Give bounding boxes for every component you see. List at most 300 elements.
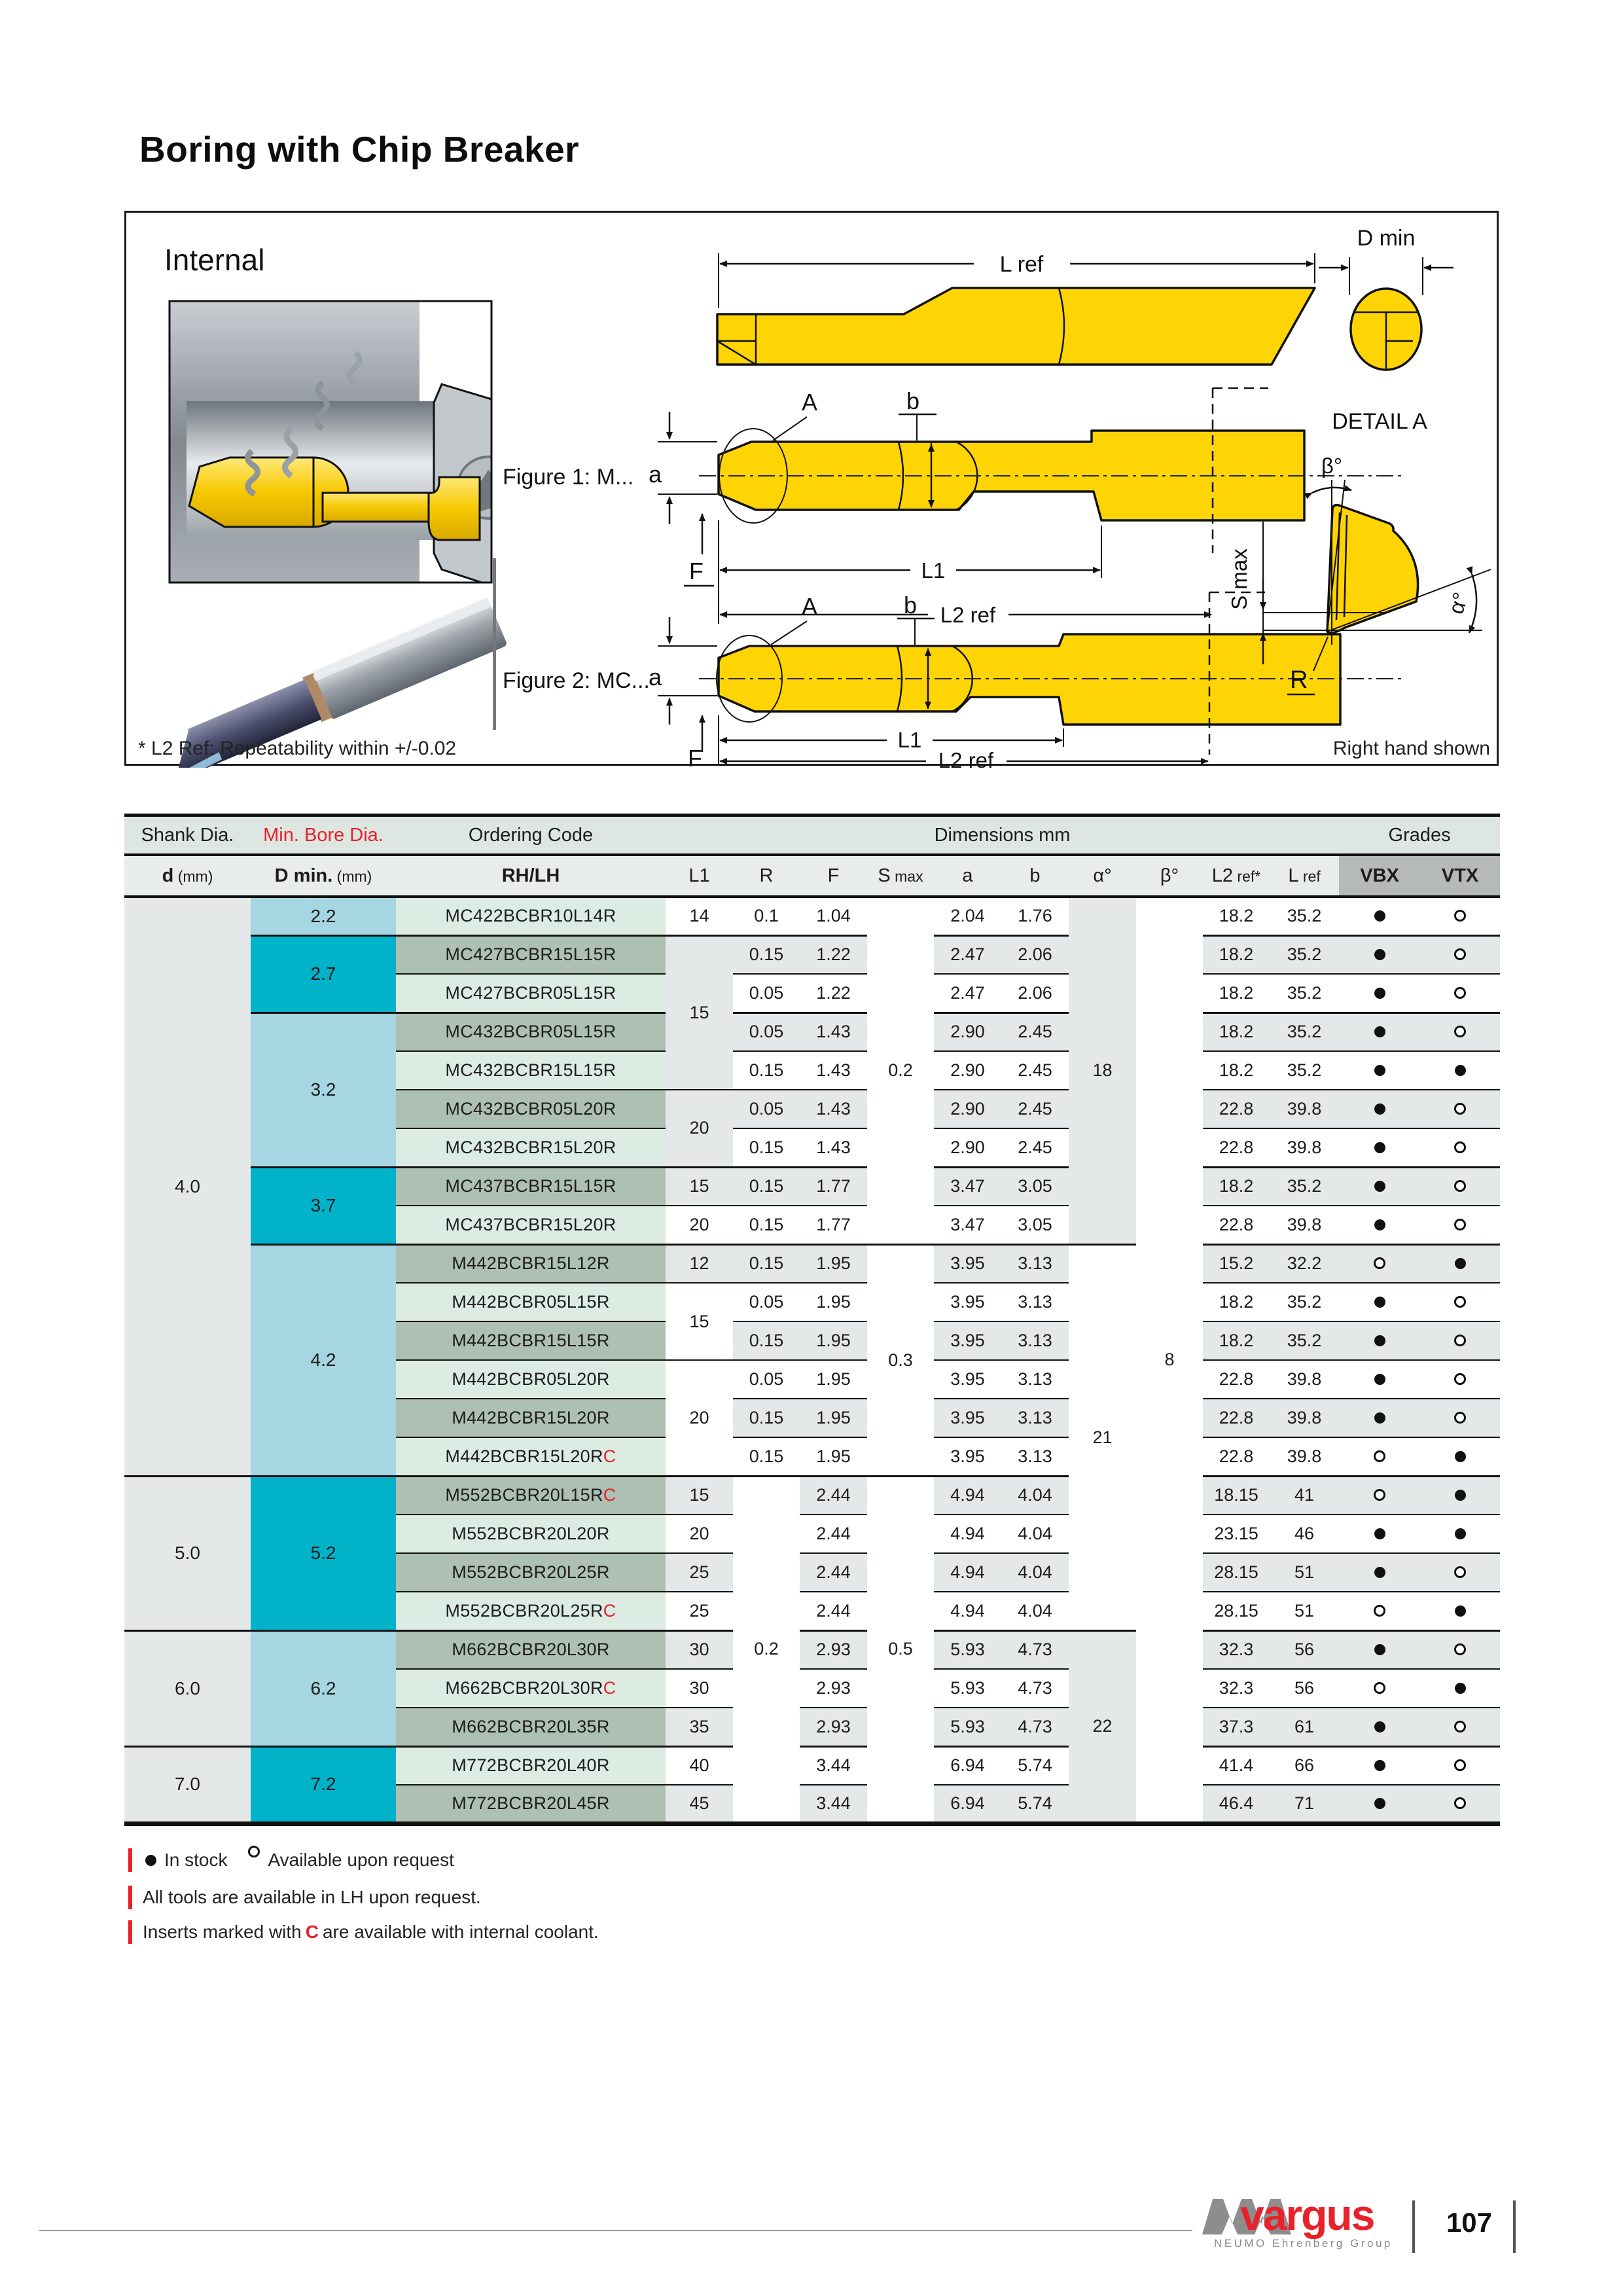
cell-b: 1.76	[1001, 897, 1069, 935]
col-header-3: L1	[666, 855, 733, 897]
cell-alpha: 22	[1069, 1630, 1136, 1823]
dim-l2ref-2: L2 ref	[938, 748, 994, 768]
dim-smax: S max	[1227, 548, 1251, 610]
on-request-dot-icon	[1454, 1180, 1466, 1192]
cell-f: 2.44	[800, 1515, 867, 1553]
cell-a: 4.94	[934, 1553, 1001, 1592]
cell-a: 2.47	[934, 935, 1001, 974]
cell-vbx	[1339, 1746, 1420, 1785]
cell-b: 3.13	[1001, 1283, 1069, 1321]
cell-l1: 14	[666, 897, 733, 935]
col-header-8: b	[1001, 855, 1069, 897]
in-stock-dot-icon	[1374, 1798, 1385, 1809]
cell-a: 4.94	[934, 1515, 1001, 1553]
cell-lref: 35.2	[1270, 1283, 1339, 1321]
col-header-0: d (mm)	[124, 855, 251, 897]
cell-f: 2.44	[800, 1476, 867, 1515]
col-header-4: R	[733, 855, 800, 897]
cell-shank: 7.0	[124, 1746, 251, 1823]
cell-vbx	[1339, 1785, 1420, 1823]
on-request-dot-icon	[248, 1846, 260, 1857]
on-request-dot-icon	[1454, 910, 1466, 922]
cell-lref: 56	[1270, 1630, 1339, 1669]
cell-vbx	[1339, 1553, 1420, 1592]
cell-lref: 39.8	[1270, 1360, 1339, 1399]
footer-rule	[39, 2230, 1192, 2231]
cell-lref: 46	[1270, 1515, 1339, 1553]
page-number: 107	[1446, 2207, 1493, 2238]
table-row	[124, 1630, 1500, 1669]
col-header-11: L2 ref*	[1203, 855, 1270, 897]
cell-b: 4.73	[1001, 1708, 1069, 1746]
cell-a: 3.47	[934, 1206, 1001, 1244]
dim-r: R	[1290, 666, 1308, 694]
cell-code: M662BCBR20L35R	[396, 1708, 666, 1746]
in-stock-dot-icon	[1374, 988, 1385, 999]
cell-code: MC432BCBR15L20R	[396, 1128, 666, 1167]
cell-f: 1.95	[800, 1437, 867, 1476]
cell-vtx	[1420, 1321, 1500, 1360]
cell-code: MC427BCBR05L15R	[396, 974, 666, 1013]
cell-smax: 0.3	[867, 1244, 934, 1476]
cell-vbx	[1339, 1592, 1420, 1630]
dim-f2: F	[688, 745, 702, 768]
cell-vbx	[1339, 1206, 1420, 1244]
dim-lref: L ref	[999, 252, 1044, 277]
cell-code: M442BCBR05L20R	[396, 1360, 666, 1399]
cell-vbx	[1339, 1090, 1420, 1128]
cell-b: 5.74	[1001, 1746, 1069, 1785]
dim-l1-2: L1	[897, 728, 922, 752]
cell-vbx	[1339, 1630, 1420, 1669]
figure-note-right: Right hand shown	[1332, 738, 1490, 759]
in-stock-dot-icon	[1374, 949, 1385, 960]
in-stock-dot-icon	[1374, 1065, 1385, 1076]
cell-vtx	[1420, 974, 1500, 1013]
cell-f: 2.44	[800, 1592, 867, 1630]
in-stock-dot-icon	[1374, 1142, 1385, 1153]
cell-f: 1.43	[800, 1051, 867, 1090]
cell-l2ref: 32.3	[1203, 1669, 1270, 1708]
cell-vbx	[1339, 1051, 1420, 1090]
cell-l2ref: 22.8	[1203, 1206, 1270, 1244]
cell-a: 2.90	[934, 1051, 1001, 1090]
cell-b: 2.06	[1001, 935, 1069, 974]
cell-l1: 12	[666, 1244, 733, 1283]
cell-alpha: 18	[1069, 897, 1136, 1244]
cell-bore: 6.2	[251, 1630, 396, 1746]
cell-r: 0.05	[733, 1283, 800, 1321]
cell-a: 6.94	[934, 1785, 1001, 1823]
cell-vbx	[1339, 1515, 1420, 1553]
dim-alpha: α°	[1443, 589, 1473, 617]
on-request-dot-icon	[1374, 1605, 1385, 1617]
cell-lref: 35.2	[1270, 1321, 1339, 1360]
cell-vtx	[1420, 1244, 1500, 1283]
cell-vbx	[1339, 1244, 1420, 1283]
cell-l2ref: 32.3	[1203, 1630, 1270, 1669]
cell-a: 3.47	[934, 1167, 1001, 1206]
cell-code: M442BCBR05L15R	[396, 1283, 666, 1321]
on-request-dot-icon	[1454, 987, 1466, 999]
figure1-label: Figure 1: M...	[503, 465, 634, 490]
on-request-dot-icon	[1374, 1450, 1385, 1462]
col-header-2: RH/LH	[396, 855, 666, 897]
cell-f: 1.77	[800, 1206, 867, 1244]
cell-vbx	[1339, 974, 1420, 1013]
cell-code: M662BCBR20L30RC	[396, 1669, 666, 1708]
cell-f: 3.44	[800, 1785, 867, 1823]
cell-r: 0.05	[733, 1090, 800, 1128]
cell-f: 1.95	[800, 1321, 867, 1360]
cell-l1: 25	[666, 1553, 733, 1592]
table-row	[124, 1746, 1500, 1785]
table-row	[124, 1476, 1500, 1515]
cell-b: 3.13	[1001, 1321, 1069, 1360]
cell-code: MC437BCBR15L20R	[396, 1206, 666, 1244]
cell-vbx	[1339, 935, 1420, 974]
cell-l2ref: 18.2	[1203, 935, 1270, 974]
lh-note	[128, 1886, 603, 1909]
page-number-bar-left	[1412, 2200, 1415, 2253]
cell-lref: 35.2	[1270, 1013, 1339, 1051]
cell-vtx	[1420, 1051, 1500, 1090]
product-table	[124, 814, 1500, 1826]
dim-b-label2: b	[904, 592, 918, 619]
coolant-note	[128, 1920, 603, 1944]
footnotes	[128, 1846, 603, 1955]
cell-vbx	[1339, 1399, 1420, 1437]
in-stock-dot-icon	[1374, 1181, 1385, 1192]
product-table-wrap	[124, 814, 1500, 1826]
cell-lref: 35.2	[1270, 935, 1339, 974]
in-stock-dot-icon	[1374, 1026, 1385, 1037]
coolant-pre: Inserts marked with	[143, 1922, 302, 1942]
cell-f: 2.93	[800, 1669, 867, 1708]
in-stock-dot-icon	[1374, 1721, 1385, 1732]
cell-r: 0.05	[733, 1360, 800, 1399]
cell-f: 2.93	[800, 1708, 867, 1746]
cell-shank: 4.0	[124, 897, 251, 1476]
group-header-1: Min. Bore Dia.	[251, 816, 396, 855]
cell-code: M552BCBR20L15RC	[396, 1476, 666, 1515]
legend-note	[128, 1846, 603, 1874]
cell-shank: 5.0	[124, 1476, 251, 1630]
cell-a: 5.93	[934, 1708, 1001, 1746]
cell-vtx	[1420, 1785, 1500, 1823]
cell-a: 5.93	[934, 1669, 1001, 1708]
cell-b: 3.05	[1001, 1206, 1069, 1244]
cell-l2ref: 46.4	[1203, 1785, 1270, 1823]
cell-lref: 35.2	[1270, 897, 1339, 935]
table-row	[124, 1013, 1500, 1051]
cell-vtx	[1420, 1167, 1500, 1206]
in-stock-dot-icon	[1455, 1683, 1466, 1694]
figure-panel	[124, 211, 1499, 766]
cell-b: 2.45	[1001, 1090, 1069, 1128]
cell-vtx	[1420, 1013, 1500, 1051]
group-header-2: Ordering Code	[396, 816, 666, 855]
on-request-dot-icon	[1454, 1412, 1466, 1424]
cell-lref: 39.8	[1270, 1090, 1339, 1128]
cell-vbx	[1339, 1321, 1420, 1360]
dim-a-callout: A	[802, 389, 818, 416]
in-stock-dot-icon	[1374, 1760, 1385, 1771]
table-column-header	[124, 855, 1500, 897]
cell-a: 2.90	[934, 1090, 1001, 1128]
cell-a: 2.90	[934, 1013, 1001, 1051]
in-stock-dot-icon	[1374, 1567, 1385, 1578]
cell-a: 3.95	[934, 1283, 1001, 1321]
cell-b: 4.04	[1001, 1592, 1069, 1630]
cell-vtx	[1420, 1206, 1500, 1244]
cell-vbx	[1339, 1437, 1420, 1476]
in-stock-dot-icon	[1374, 1412, 1385, 1424]
vargus-logo	[1200, 2191, 1416, 2263]
cell-code: M552BCBR20L25R	[396, 1553, 666, 1592]
on-request-dot-icon	[1454, 1721, 1466, 1732]
cell-code: MC427BCBR15L15R	[396, 935, 666, 974]
cell-b: 3.13	[1001, 1360, 1069, 1399]
cell-beta: 8	[1136, 897, 1203, 1823]
cell-lref: 32.2	[1270, 1244, 1339, 1283]
in-stock-dot-icon	[1374, 910, 1385, 922]
cell-vtx	[1420, 1476, 1500, 1515]
cell-code: M442BCBR15L20R	[396, 1399, 666, 1437]
cell-vbx	[1339, 1167, 1420, 1206]
cell-f: 1.95	[800, 1399, 867, 1437]
table-row	[124, 1167, 1500, 1206]
col-header-1: D min. (mm)	[251, 855, 396, 897]
cell-bore: 7.2	[251, 1746, 396, 1823]
cell-a: 5.93	[934, 1630, 1001, 1669]
on-request-dot-icon	[1374, 1257, 1385, 1269]
cell-l1: 15	[666, 935, 733, 1090]
cell-l1: 30	[666, 1630, 733, 1669]
on-request-dot-icon	[1454, 1219, 1466, 1230]
on-request-dot-icon	[1454, 1759, 1466, 1771]
cell-l1: 20	[666, 1206, 733, 1244]
in-stock-dot-icon	[1374, 1644, 1385, 1655]
cell-r: 0.15	[733, 935, 800, 974]
cell-r: 0.15	[733, 1321, 800, 1360]
cell-b: 3.13	[1001, 1437, 1069, 1476]
cell-vtx	[1420, 1399, 1500, 1437]
cell-l2ref: 22.8	[1203, 1399, 1270, 1437]
cell-lref: 56	[1270, 1669, 1339, 1708]
cell-l2ref: 22.8	[1203, 1437, 1270, 1476]
cell-vbx	[1339, 1669, 1420, 1708]
in-stock-dot-icon	[1455, 1451, 1466, 1462]
on-request-dot-icon	[1454, 1373, 1466, 1385]
col-header-13: VBX	[1339, 855, 1420, 897]
on-request-dot-icon	[1454, 948, 1466, 960]
in-stock-dot-icon	[1374, 1335, 1385, 1346]
cell-code: MC432BCBR05L15R	[396, 1013, 666, 1051]
in-stock-dot-icon	[145, 1855, 156, 1866]
cell-l2ref: 22.8	[1203, 1128, 1270, 1167]
col-header-12: L ref	[1270, 855, 1339, 897]
cell-bore: 2.7	[251, 935, 396, 1013]
cell-f: 1.95	[800, 1283, 867, 1321]
cell-vbx	[1339, 1476, 1420, 1515]
cell-a: 2.90	[934, 1128, 1001, 1167]
cell-l2ref: 18.2	[1203, 1167, 1270, 1206]
cell-vbx	[1339, 1283, 1420, 1321]
cell-b: 3.13	[1001, 1399, 1069, 1437]
cell-b: 2.45	[1001, 1051, 1069, 1090]
in-stock-dot-icon	[1374, 1103, 1385, 1115]
figure-internal-label: Internal	[164, 243, 265, 277]
application-illustration	[169, 301, 519, 586]
col-header-5: F	[800, 855, 867, 897]
cell-f: 2.44	[800, 1553, 867, 1592]
col-header-7: a	[934, 855, 1001, 897]
cell-r: 0.15	[733, 1244, 800, 1283]
in-stock-dot-icon	[1455, 1065, 1466, 1076]
cell-b: 4.73	[1001, 1669, 1069, 1708]
cell-lref: 39.8	[1270, 1399, 1339, 1437]
cell-r: 0.2	[733, 1476, 800, 1823]
cell-r: 0.1	[733, 897, 800, 935]
cell-l1: 20	[666, 1090, 733, 1167]
cell-vtx	[1420, 1746, 1500, 1785]
cell-vbx	[1339, 897, 1420, 935]
cell-l2ref: 28.15	[1203, 1553, 1270, 1592]
cell-b: 2.06	[1001, 974, 1069, 1013]
cell-lref: 35.2	[1270, 974, 1339, 1013]
dim-a-callout2: A	[802, 593, 818, 620]
cell-vtx	[1420, 897, 1500, 935]
cell-bore: 4.2	[251, 1244, 396, 1476]
cell-f: 1.95	[800, 1360, 867, 1399]
dim-l2ref: L2 ref	[940, 603, 996, 627]
cell-bore: 3.2	[251, 1013, 396, 1167]
technical-drawing	[126, 213, 1501, 768]
cell-code: M442BCBR15L15R	[396, 1321, 666, 1360]
cell-b: 4.04	[1001, 1553, 1069, 1592]
cell-vbx	[1339, 1360, 1420, 1399]
cell-l2ref: 18.2	[1203, 974, 1270, 1013]
cell-r: 0.15	[733, 1399, 800, 1437]
cell-l1: 30	[666, 1669, 733, 1708]
cell-smax: 0.5	[867, 1476, 934, 1823]
cell-code: M442BCBR15L20RC	[396, 1437, 666, 1476]
cell-a: 3.95	[934, 1399, 1001, 1437]
in-stock-dot-icon	[1374, 1219, 1385, 1230]
cell-r: 0.05	[733, 974, 800, 1013]
on-request-dot-icon	[1454, 1026, 1466, 1037]
cell-lref: 35.2	[1270, 1167, 1339, 1206]
in-stock-dot-icon	[1374, 1297, 1385, 1308]
cell-l2ref: 18.2	[1203, 1321, 1270, 1360]
cell-f: 1.43	[800, 1090, 867, 1128]
cell-b: 2.45	[1001, 1128, 1069, 1167]
cell-b: 4.04	[1001, 1515, 1069, 1553]
dim-beta: β°	[1321, 454, 1343, 478]
cell-vtx	[1420, 1283, 1500, 1321]
cell-r: 0.15	[733, 1167, 800, 1206]
cell-vtx	[1420, 1669, 1500, 1708]
cell-code: MC432BCBR15L15R	[396, 1051, 666, 1090]
cell-vtx	[1420, 1437, 1500, 1476]
cell-l2ref: 18.2	[1203, 1013, 1270, 1051]
cell-a: 6.94	[934, 1746, 1001, 1785]
col-header-14: VTX	[1420, 855, 1500, 897]
detail-a-label: DETAIL A	[1332, 409, 1427, 434]
cell-code: M662BCBR20L30R	[396, 1630, 666, 1669]
cell-r: 0.15	[733, 1437, 800, 1476]
cell-lref: 51	[1270, 1592, 1339, 1630]
on-request-dot-icon	[1454, 1566, 1466, 1578]
on-request-dot-icon	[1374, 1682, 1385, 1694]
cell-bore: 2.2	[251, 897, 396, 935]
cell-l2ref: 18.2	[1203, 897, 1270, 935]
cell-b: 3.05	[1001, 1167, 1069, 1206]
cell-l2ref: 22.8	[1203, 1360, 1270, 1399]
group-header-4: Grades	[1339, 816, 1500, 855]
cell-a: 3.95	[934, 1360, 1001, 1399]
cell-l2ref: 22.8	[1203, 1090, 1270, 1128]
cell-f: 1.22	[800, 974, 867, 1013]
cell-l2ref: 23.15	[1203, 1515, 1270, 1553]
cell-b: 5.74	[1001, 1785, 1069, 1823]
cell-f: 1.22	[800, 935, 867, 974]
dim-dmin: D min	[1357, 226, 1416, 251]
cell-a: 3.95	[934, 1321, 1001, 1360]
col-header-10: β°	[1136, 855, 1203, 897]
cell-code: MC432BCBR05L20R	[396, 1090, 666, 1128]
dim-a-height2: a	[649, 664, 662, 691]
cell-code: M552BCBR20L20R	[396, 1515, 666, 1553]
cell-lref: 61	[1270, 1708, 1339, 1746]
cell-l1: 20	[666, 1515, 733, 1553]
logo-subtitle: NEUMO Ehrenberg Group	[1214, 2237, 1393, 2250]
cell-f: 1.04	[800, 897, 867, 935]
cell-code: M442BCBR15L12R	[396, 1244, 666, 1283]
cell-l1: 45	[666, 1785, 733, 1823]
cell-vtx	[1420, 1515, 1500, 1553]
cell-l1: 25	[666, 1592, 733, 1630]
cell-f: 1.77	[800, 1167, 867, 1206]
cell-f: 3.44	[800, 1746, 867, 1785]
logo-wordmark: vargus	[1240, 2191, 1374, 2239]
cell-f: 1.43	[800, 1128, 867, 1167]
cell-a: 3.95	[934, 1437, 1001, 1476]
top-view-drawing	[717, 226, 1454, 370]
on-request-dot-icon	[1454, 1103, 1466, 1115]
cell-l2ref: 37.3	[1203, 1708, 1270, 1746]
dim-b-label: b	[906, 387, 920, 414]
lh-note-text: All tools are available in LH upon request.	[143, 1887, 481, 1907]
cell-a: 2.47	[934, 974, 1001, 1013]
cell-l2ref: 18.15	[1203, 1476, 1270, 1515]
dim-a-height: a	[649, 461, 662, 488]
cell-l1: 15	[666, 1167, 733, 1206]
cell-a: 2.04	[934, 897, 1001, 935]
cell-bore: 5.2	[251, 1476, 396, 1630]
cell-vtx	[1420, 1592, 1500, 1630]
cell-vtx	[1420, 1090, 1500, 1128]
cell-lref: 71	[1270, 1785, 1339, 1823]
cell-bore: 3.7	[251, 1167, 396, 1244]
cell-smax: 0.2	[867, 897, 934, 1244]
cell-lref: 39.8	[1270, 1437, 1339, 1476]
red-bar-icon	[128, 1886, 132, 1909]
cell-l1: 20	[666, 1360, 733, 1476]
col-header-6: S max	[867, 855, 934, 897]
cell-l1: 40	[666, 1746, 733, 1785]
